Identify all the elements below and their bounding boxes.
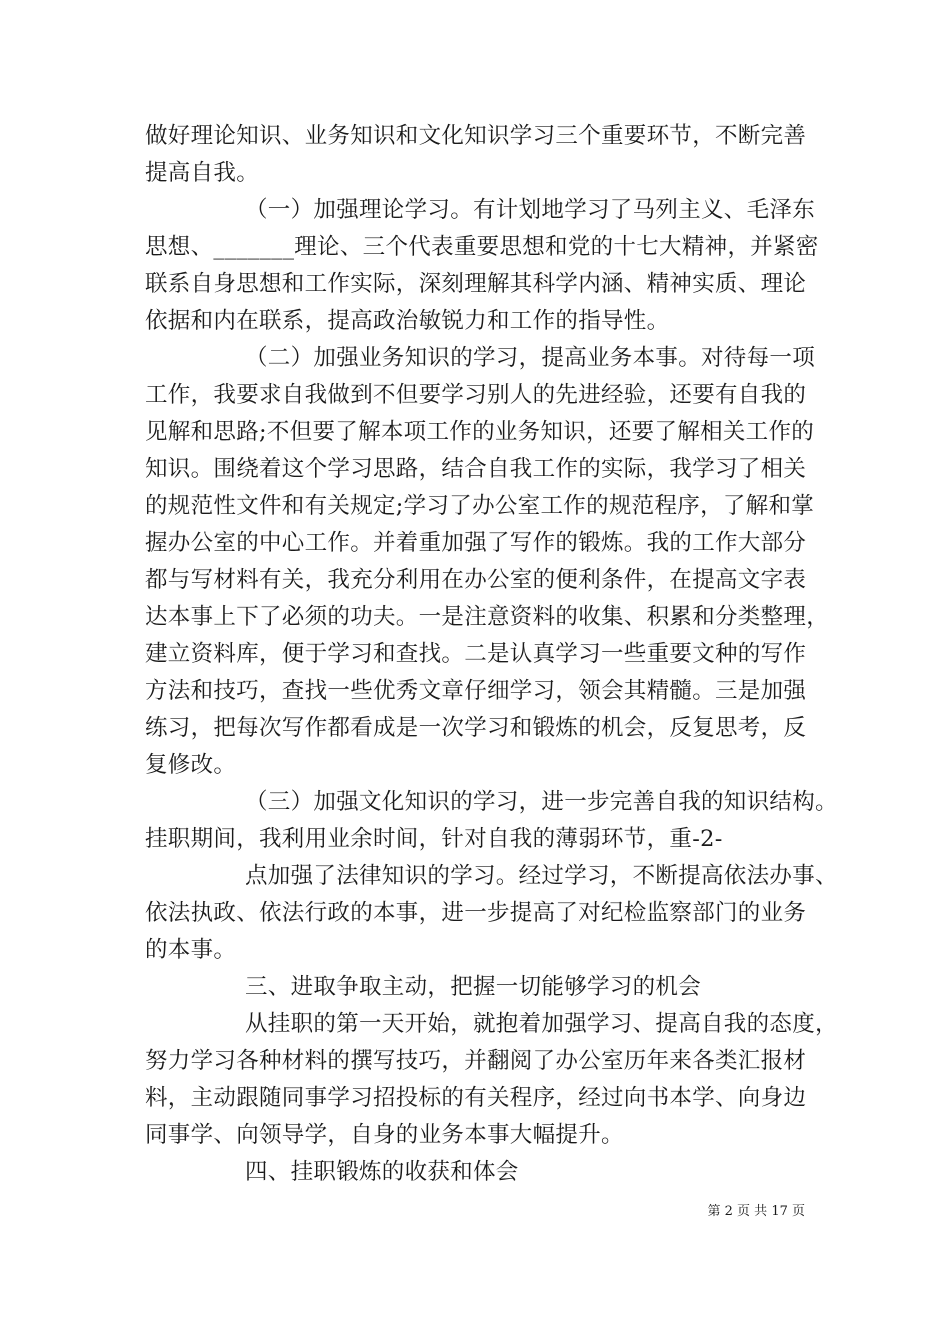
- text-line: 同事学、向领导学，自身的业务本事大幅提升。: [145, 1122, 624, 1148]
- text-line: 复修改。: [145, 752, 237, 778]
- text-line: 思想、_______理论、三个代表重要思想和党的十七大精神，并紧密: [145, 234, 819, 260]
- page-number-footer: 第 2 页 共 17 页: [707, 1204, 805, 1219]
- text-line: 依据和内在联系，提高政治敏锐力和工作的指导性。: [145, 308, 670, 334]
- text-line: 达本事上下了必须的功夫。一是注意资料的收集、积累和分类整理，: [145, 604, 830, 630]
- text-line: 建立资料库，便于学习和查找。二是认真学习一些重要文种的写作: [145, 641, 807, 667]
- text-line: 提高自我。: [145, 160, 260, 186]
- text-line: 的本事。: [145, 937, 237, 963]
- text-line: （二）加强业务知识的学习，提高业务本事。对待每一项: [245, 345, 816, 371]
- document-body: [145, 118, 838, 1191]
- text-line: 都与写材料有关，我充分利用在办公室的便利条件，在提高文字表: [145, 567, 807, 593]
- text-line: 见解和思路;不但要了解本项工作的业务知识，还要了解相关工作的: [145, 419, 815, 445]
- text-line: 知识。围绕着这个学习思路，结合自我工作的实际，我学习了相关: [145, 456, 807, 482]
- text-line: 练习，把每次写作都看成是一次学习和锻炼的机会，反复思考，反: [145, 715, 807, 741]
- text-line: 料，主动跟随同事学习招投标的有关程序，经过向书本学、向身边: [145, 1085, 807, 1111]
- text-line: 三、进取争取主动，把握一切能够学习的机会: [245, 974, 702, 1000]
- text-line: （一）加强理论学习。有计划地学习了马列主义、毛泽东: [245, 197, 816, 223]
- text-line: 依法执政、依法行政的本事，进一步提高了对纪检监察部门的业务: [145, 900, 807, 926]
- text-line: 握办公室的中心工作。并着重加强了写作的锻炼。我的工作大部分: [145, 530, 807, 556]
- text-line: 做好理论知识、业务知识和文化知识学习三个重要环节，不断完善: [145, 123, 807, 149]
- text-line: 从挂职的第一天开始，就抱着加强学习、提高自我的态度，: [245, 1011, 838, 1037]
- text-line: （三）加强文化知识的学习，进一步完善自我的知识结构。: [245, 789, 838, 815]
- text-line: 四、挂职锻炼的收获和体会: [245, 1159, 519, 1185]
- text-line: 的规范性文件和有关规定;学习了办公室工作的规范程序，了解和掌: [145, 493, 815, 519]
- text-line: 联系自身思想和工作实际，深刻理解其科学内涵、精神实质、理论: [145, 271, 807, 297]
- text-line: 努力学习各种材料的撰写技巧，并翻阅了办公室历年来各类汇报材: [145, 1048, 807, 1074]
- text-line: 点加强了法律知识的学习。经过学习，不断提高依法办事、: [245, 863, 838, 889]
- text-line: 挂职期间，我利用业余时间，针对自我的薄弱环节，重-2-: [145, 826, 723, 852]
- text-line: 工作，我要求自我做到不但要学习别人的先进经验，还要有自我的: [145, 382, 807, 408]
- text-line: 方法和技巧，查找一些优秀文章仔细学习，领会其精髓。三是加强: [145, 678, 807, 704]
